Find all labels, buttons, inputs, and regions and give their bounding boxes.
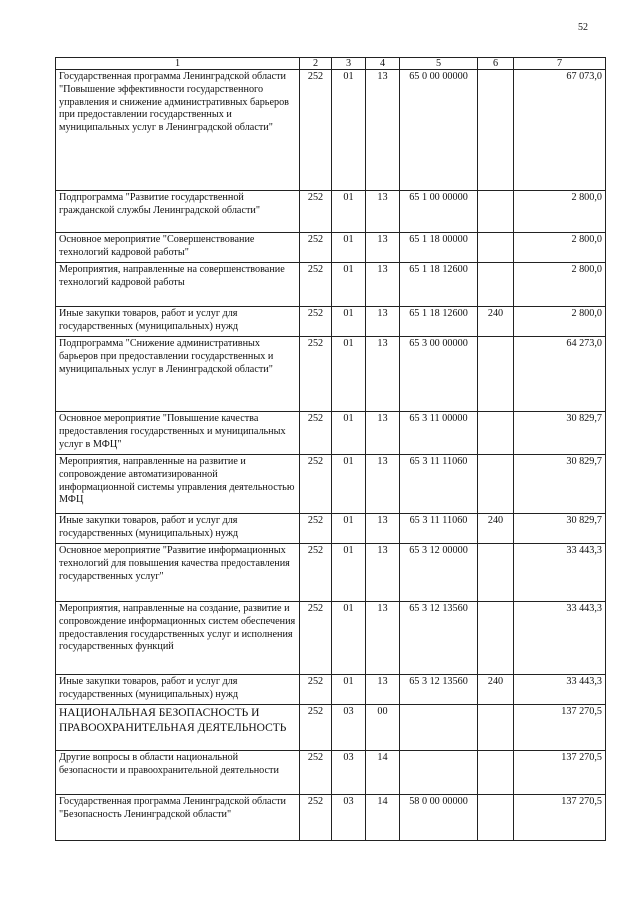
- row-section: 03: [332, 751, 366, 795]
- row-name: НАЦИОНАЛЬНАЯ БЕЗОПАСНОСТЬ И ПРАВООХРАНИТЕЛЬНАЯ ДЕЯТЕЛЬНОСТЬ: [56, 705, 300, 751]
- row-amount: 30 829,7: [514, 412, 606, 455]
- row-section: 01: [332, 263, 366, 307]
- header-col-1: 1: [56, 58, 300, 70]
- row-amount: 30 829,7: [514, 455, 606, 514]
- header-col-2: 2: [300, 58, 332, 70]
- row-subsection: 14: [366, 751, 400, 795]
- row-subsection: 13: [366, 602, 400, 675]
- row-section: 01: [332, 70, 366, 191]
- table-row: [56, 307, 606, 337]
- row-name: Другие вопросы в области национальной безопасности и правоохранительной деятельности: [56, 751, 300, 795]
- row-name: Основное мероприятие "Совершенствование технологий кадровой работы": [56, 233, 300, 263]
- row-section: 01: [332, 544, 366, 602]
- row-ministry-code: 252: [300, 705, 332, 751]
- row-expense-type: [478, 70, 514, 191]
- row-subsection: 14: [366, 795, 400, 841]
- header-col-4: 4: [366, 58, 400, 70]
- row-name: Основное мероприятие "Повышение качества предоставления государственных и муниципальных услуг в МФЦ": [56, 412, 300, 455]
- row-target-article: 65 3 11 00000: [400, 412, 478, 455]
- row-ministry-code: 252: [300, 455, 332, 514]
- row-target-article: 58 0 00 00000: [400, 795, 478, 841]
- row-expense-type: [478, 544, 514, 602]
- row-ministry-code: 252: [300, 307, 332, 337]
- row-name: Подпрограмма "Развитие государственной гражданской службы Ленинградской области": [56, 191, 300, 233]
- row-ministry-code: 252: [300, 191, 332, 233]
- header-col-7: 7: [514, 58, 606, 70]
- row-amount: 137 270,5: [514, 705, 606, 751]
- row-section: 01: [332, 337, 366, 412]
- row-subsection: 13: [366, 233, 400, 263]
- row-name: Иные закупки товаров, работ и услуг для государственных (муниципальных) нужд: [56, 307, 300, 337]
- row-name: Мероприятия, направленные на создание, развитие и сопровождение информационных систем обеспечения предоставления государственных услуг и исполнения государственных функций: [56, 602, 300, 675]
- row-amount: 2 800,0: [514, 233, 606, 263]
- row-target-article: 65 1 00 00000: [400, 191, 478, 233]
- row-expense-type: [478, 795, 514, 841]
- row-ministry-code: 252: [300, 263, 332, 307]
- page-number: 52: [578, 22, 588, 33]
- row-subsection: 13: [366, 70, 400, 191]
- row-expense-type: 240: [478, 514, 514, 544]
- row-subsection: 13: [366, 307, 400, 337]
- budget-table: [55, 57, 606, 841]
- row-target-article: 65 3 12 13560: [400, 675, 478, 705]
- row-section: 01: [332, 455, 366, 514]
- row-name: Мероприятия, направленные на совершенствование технологий кадровой работы: [56, 263, 300, 307]
- row-expense-type: [478, 602, 514, 675]
- row-subsection: 13: [366, 544, 400, 602]
- row-amount: 137 270,5: [514, 795, 606, 841]
- row-amount: 33 443,3: [514, 675, 606, 705]
- table-row: [56, 705, 606, 751]
- table-row: [56, 337, 606, 412]
- row-expense-type: [478, 705, 514, 751]
- table-row: [56, 514, 606, 544]
- row-subsection: 00: [366, 705, 400, 751]
- row-name: Государственная программа Ленинградской области "Повышение эффективности государственного управления и снижение административных барьеров при предоставлении государственных и муниципальных услуг в Ленинградской области": [56, 70, 300, 191]
- table-row: [56, 412, 606, 455]
- row-amount: 137 270,5: [514, 751, 606, 795]
- row-ministry-code: 252: [300, 602, 332, 675]
- row-section: 01: [332, 191, 366, 233]
- row-amount: 67 073,0: [514, 70, 606, 191]
- table-row: [56, 675, 606, 705]
- row-name: Иные закупки товаров, работ и услуг для государственных (муниципальных) нужд: [56, 514, 300, 544]
- row-subsection: 13: [366, 514, 400, 544]
- header-row: [56, 58, 606, 70]
- table-row: [56, 602, 606, 675]
- row-expense-type: [478, 455, 514, 514]
- row-amount: 2 800,0: [514, 191, 606, 233]
- row-amount: 33 443,3: [514, 602, 606, 675]
- header-col-3: 3: [332, 58, 366, 70]
- row-section: 03: [332, 795, 366, 841]
- row-ministry-code: 252: [300, 412, 332, 455]
- row-subsection: 13: [366, 675, 400, 705]
- row-ministry-code: 252: [300, 544, 332, 602]
- row-ministry-code: 252: [300, 70, 332, 191]
- table-row: [56, 544, 606, 602]
- row-ministry-code: 252: [300, 795, 332, 841]
- row-subsection: 13: [366, 337, 400, 412]
- row-expense-type: [478, 337, 514, 412]
- row-name: Мероприятия, направленные на развитие и сопровождение автоматизированной информационной системы управления деятельностью МФЦ: [56, 455, 300, 514]
- row-target-article: 65 1 18 00000: [400, 233, 478, 263]
- row-subsection: 13: [366, 455, 400, 514]
- row-section: 01: [332, 307, 366, 337]
- row-target-article: [400, 751, 478, 795]
- row-subsection: 13: [366, 191, 400, 233]
- row-name: Подпрограмма "Снижение административных барьеров при предоставлении государственных и муниципальных услуг в Ленинградской области": [56, 337, 300, 412]
- row-ministry-code: 252: [300, 514, 332, 544]
- row-target-article: 65 1 18 12600: [400, 263, 478, 307]
- row-subsection: 13: [366, 412, 400, 455]
- row-ministry-code: 252: [300, 751, 332, 795]
- row-expense-type: [478, 412, 514, 455]
- row-target-article: 65 3 00 00000: [400, 337, 478, 412]
- row-amount: 64 273,0: [514, 337, 606, 412]
- table-row: [56, 751, 606, 795]
- table-row: [56, 233, 606, 263]
- row-target-article: 65 3 12 00000: [400, 544, 478, 602]
- table-row: [56, 795, 606, 841]
- row-target-article: 65 1 18 12600: [400, 307, 478, 337]
- row-target-article: 65 3 11 11060: [400, 514, 478, 544]
- row-section: 01: [332, 412, 366, 455]
- row-expense-type: [478, 191, 514, 233]
- row-amount: 33 443,3: [514, 544, 606, 602]
- row-section: 01: [332, 514, 366, 544]
- row-expense-type: [478, 751, 514, 795]
- header-col-6: 6: [478, 58, 514, 70]
- row-expense-type: 240: [478, 675, 514, 705]
- row-name: Государственная программа Ленинградской области "Безопасность Ленинградской области": [56, 795, 300, 841]
- row-ministry-code: 252: [300, 233, 332, 263]
- row-target-article: 65 0 00 00000: [400, 70, 478, 191]
- row-section: 01: [332, 602, 366, 675]
- table-row: [56, 455, 606, 514]
- row-section: 01: [332, 233, 366, 263]
- header-col-5: 5: [400, 58, 478, 70]
- row-amount: 2 800,0: [514, 263, 606, 307]
- table-row: [56, 70, 606, 191]
- row-target-article: [400, 705, 478, 751]
- row-ministry-code: 252: [300, 337, 332, 412]
- row-section: 03: [332, 705, 366, 751]
- row-expense-type: [478, 263, 514, 307]
- row-amount: 2 800,0: [514, 307, 606, 337]
- row-name: Основное мероприятие "Развитие информационных технологий для повышения качества предоставления государственных услуг": [56, 544, 300, 602]
- row-target-article: 65 3 11 11060: [400, 455, 478, 514]
- row-name: Иные закупки товаров, работ и услуг для государственных (муниципальных) нужд: [56, 675, 300, 705]
- table-row: [56, 263, 606, 307]
- table-row: [56, 191, 606, 233]
- row-expense-type: [478, 233, 514, 263]
- row-target-article: 65 3 12 13560: [400, 602, 478, 675]
- row-ministry-code: 252: [300, 675, 332, 705]
- row-section: 01: [332, 675, 366, 705]
- row-expense-type: 240: [478, 307, 514, 337]
- row-subsection: 13: [366, 263, 400, 307]
- row-amount: 30 829,7: [514, 514, 606, 544]
